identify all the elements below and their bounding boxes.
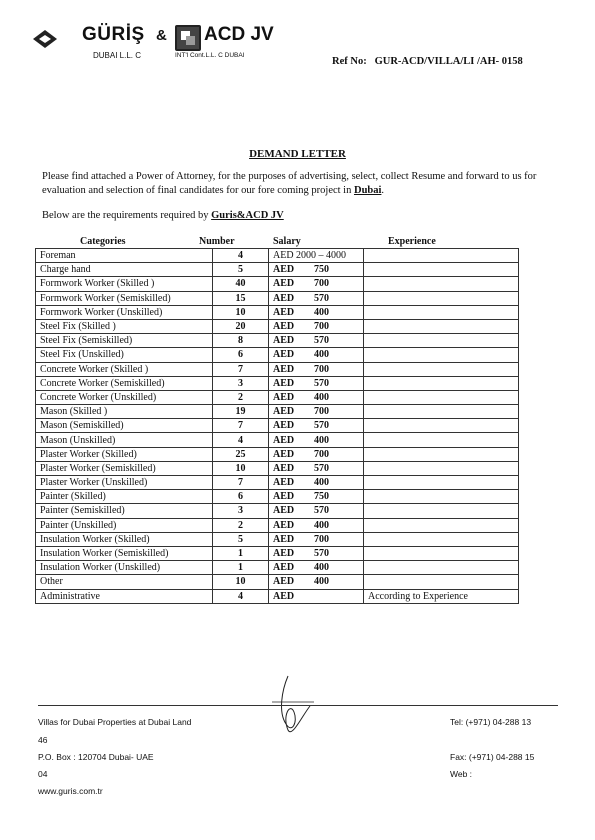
table-row [36, 461, 519, 475]
cell-salary [269, 277, 364, 291]
cell-category: Formwork Worker (Skilled ) [36, 277, 213, 291]
requirements-table [35, 248, 519, 604]
req-text: Below are the requirements required by [42, 210, 212, 221]
cell-experience [364, 319, 519, 333]
cell-category: Charge hand [36, 263, 213, 277]
footer-web: Web : [450, 769, 473, 779]
salary-currency: AED [273, 391, 295, 403]
cell-number: 15 [213, 291, 269, 305]
cell-category: Painter (Unskilled) [36, 518, 213, 532]
cell-salary [269, 575, 364, 589]
cell-experience [364, 334, 519, 348]
table-row [36, 433, 519, 447]
salary-amount: 400 [314, 434, 329, 446]
cell-salary [269, 362, 364, 376]
cell-experience [364, 461, 519, 475]
salary-amount: 700 [314, 406, 329, 418]
footer-address-line2: 46 [38, 735, 48, 745]
acd-logo-icon [175, 25, 201, 51]
salary-amount: 750 [314, 491, 329, 503]
footer-address-line4: 04 [38, 769, 48, 779]
salary-currency: AED [273, 491, 295, 503]
salary-currency: AED [273, 505, 295, 517]
table-row [36, 476, 519, 490]
cell-category: Mason (Semiskilled) [36, 419, 213, 433]
cell-experience [364, 405, 519, 419]
table-row [36, 362, 519, 376]
cell-number: 10 [213, 575, 269, 589]
company-ampersand: & [156, 27, 167, 44]
cell-experience [364, 518, 519, 532]
salary-currency: AED [273, 462, 295, 474]
cell-salary [269, 589, 364, 603]
cell-number: 3 [213, 504, 269, 518]
cell-category: Mason (Skilled ) [36, 405, 213, 419]
salary-amount: 700 [314, 363, 329, 375]
cell-salary [269, 447, 364, 461]
salary-amount: 570 [314, 377, 329, 389]
salary-currency: AED [273, 306, 295, 318]
cell-category: Plaster Worker (Semiskilled) [36, 461, 213, 475]
footer-website-link[interactable]: www.guris.com.tr [38, 786, 103, 796]
salary-amount: 400 [314, 562, 329, 574]
salary-amount: 400 [314, 576, 329, 588]
table-row [36, 405, 519, 419]
cell-category: Insulation Worker (Unskilled) [36, 561, 213, 575]
cell-experience [364, 433, 519, 447]
cell-experience [364, 305, 519, 319]
cell-number: 7 [213, 362, 269, 376]
cell-category: Formwork Worker (Unskilled) [36, 305, 213, 319]
salary-currency: AED [273, 420, 295, 432]
cell-number: 6 [213, 348, 269, 362]
cell-category: Painter (Semiskilled) [36, 504, 213, 518]
cell-salary [269, 405, 364, 419]
cell-number: 4 [213, 433, 269, 447]
reference-number [332, 56, 523, 67]
cell-category: Steel Fix (Unskilled) [36, 348, 213, 362]
header-number: Number [199, 236, 235, 247]
header-categories: Categories [80, 236, 126, 247]
salary-currency: AED [273, 406, 295, 418]
cell-category: Painter (Skilled) [36, 490, 213, 504]
salary-currency: AED [273, 477, 295, 489]
cell-category: Other [36, 575, 213, 589]
cell-category: Mason (Unskilled) [36, 433, 213, 447]
salary-amount: 700 [314, 278, 329, 290]
salary-amount: 750 [314, 264, 329, 276]
footer-address-line1: Villas for Dubai Properties at Dubai Land [38, 717, 192, 727]
cell-number: 20 [213, 319, 269, 333]
requirements-intro [42, 210, 284, 221]
cell-salary [269, 461, 364, 475]
table-row [36, 447, 519, 461]
cell-category: Foreman [36, 249, 213, 263]
salary-currency: AED [273, 434, 295, 446]
cell-number: 7 [213, 476, 269, 490]
salary-currency: AED [273, 448, 295, 460]
salary-amount: 400 [314, 306, 329, 318]
cell-salary [269, 291, 364, 305]
cell-category: Formwork Worker (Semiskilled) [36, 291, 213, 305]
cell-number: 25 [213, 447, 269, 461]
letter-title: DEMAND LETTER [249, 148, 346, 160]
salary-currency: AED [273, 349, 295, 361]
cell-number: 4 [213, 249, 269, 263]
cell-number: 19 [213, 405, 269, 419]
salary-currency: AED [273, 377, 295, 389]
table-row [36, 575, 519, 589]
cell-salary [269, 532, 364, 546]
salary-amount: 700 [314, 533, 329, 545]
salary-currency: AED [273, 278, 295, 290]
cell-number: 1 [213, 561, 269, 575]
cell-category: Administrative [36, 589, 213, 603]
salary-currency: AED [273, 562, 295, 574]
salary-amount: 400 [314, 391, 329, 403]
cell-salary [269, 305, 364, 319]
cell-category: Concrete Worker (Skilled ) [36, 362, 213, 376]
table-row [36, 334, 519, 348]
cell-experience [364, 263, 519, 277]
cell-experience [364, 575, 519, 589]
salary-amount: 400 [314, 477, 329, 489]
table-row [36, 348, 519, 362]
header-salary: Salary [273, 236, 301, 247]
req-company: Guris&ACD JV [211, 210, 284, 221]
cell-salary [269, 561, 364, 575]
table-row [36, 249, 519, 263]
cell-experience [364, 348, 519, 362]
cell-experience [364, 561, 519, 575]
salary-amount: 700 [314, 448, 329, 460]
cell-salary [269, 518, 364, 532]
header-experience: Experience [388, 236, 436, 247]
cell-experience [364, 490, 519, 504]
letter-paragraph [42, 170, 562, 198]
cell-category: Insulation Worker (Skilled) [36, 532, 213, 546]
table-row [36, 390, 519, 404]
cell-experience [364, 546, 519, 560]
cell-salary [269, 433, 364, 447]
cell-experience [364, 376, 519, 390]
salary-amount: 700 [314, 321, 329, 333]
company-name-guris: GÜRİŞ [82, 24, 145, 45]
cell-experience [364, 476, 519, 490]
para-place: Dubai [353, 185, 382, 196]
salary-currency: AED [273, 292, 295, 304]
footer-divider [38, 705, 558, 706]
cell-experience [364, 362, 519, 376]
table-row [36, 561, 519, 575]
salary-amount: 570 [314, 505, 329, 517]
table-row [36, 263, 519, 277]
cell-number: 6 [213, 490, 269, 504]
table-row [36, 376, 519, 390]
cell-number: 3 [213, 376, 269, 390]
salary-currency: AED [273, 363, 295, 375]
cell-number: 2 [213, 390, 269, 404]
table-row [36, 589, 519, 603]
cell-number: 40 [213, 277, 269, 291]
cell-salary [269, 376, 364, 390]
table-row [36, 277, 519, 291]
cell-number: 5 [213, 263, 269, 277]
ref-label: Ref No: [332, 56, 367, 67]
salary-currency: AED [273, 519, 295, 531]
salary-amount: 400 [314, 519, 329, 531]
salary-currency: AED [273, 590, 295, 602]
table-row [36, 532, 519, 546]
company-subtitle-acd: INT'l Cont.L.L. C DUBAI [175, 52, 245, 59]
cell-number: 5 [213, 532, 269, 546]
cell-salary [269, 504, 364, 518]
cell-salary [269, 390, 364, 404]
salary-currency: AED [273, 264, 295, 276]
cell-experience [364, 249, 519, 263]
cell-category: Plaster Worker (Skilled) [36, 447, 213, 461]
salary-range: AED 2000 – 4000 [273, 250, 347, 262]
table-row [36, 546, 519, 560]
cell-number: 4 [213, 589, 269, 603]
ref-value: GUR-ACD/VILLA/LI /AH- 0158 [374, 56, 523, 67]
salary-currency: AED [273, 321, 295, 333]
para-end: . [381, 185, 385, 196]
salary-amount: 570 [314, 548, 329, 560]
salary-currency: AED [273, 576, 295, 588]
company-subtitle-guris: DUBAI L.L. C [93, 51, 142, 60]
salary-amount: 570 [314, 420, 329, 432]
cell-category: Plaster Worker (Unskilled) [36, 476, 213, 490]
salary-amount: 570 [314, 292, 329, 304]
cell-category: Concrete Worker (Semiskilled) [36, 376, 213, 390]
cell-experience [364, 291, 519, 305]
footer-address-line3: P.O. Box : 120704 Dubai- UAE [38, 752, 154, 762]
cell-salary [269, 419, 364, 433]
cell-salary [269, 334, 364, 348]
cell-number: 10 [213, 461, 269, 475]
footer-fax: Fax: (+971) 04-288 15 [450, 752, 535, 762]
cell-experience [364, 277, 519, 291]
footer-tel: Tel: (+971) 04-288 13 [450, 717, 532, 727]
cell-category: Insulation Worker (Semiskilled) [36, 546, 213, 560]
table-row [36, 419, 519, 433]
cell-salary [269, 546, 364, 560]
cell-experience [364, 390, 519, 404]
para-text: Please find attached a Power of Attorney, for the purposes of advertising, select, collect Resume and forward to us for evaluation and selection of final candidates for our fore coming project in [42, 171, 537, 196]
cell-salary [269, 490, 364, 504]
cell-category: Steel Fix (Semiskilled) [36, 334, 213, 348]
company-name-acd: ACD JV [204, 24, 274, 45]
cell-category: Steel Fix (Skilled ) [36, 319, 213, 333]
salary-currency: AED [273, 548, 295, 560]
cell-salary [269, 319, 364, 333]
cell-experience [364, 504, 519, 518]
salary-currency: AED [273, 533, 295, 545]
salary-amount: 400 [314, 349, 329, 361]
cell-experience [364, 419, 519, 433]
table-row [36, 291, 519, 305]
cell-salary [269, 263, 364, 277]
cell-salary [269, 249, 364, 263]
table-row [36, 518, 519, 532]
cell-salary [269, 348, 364, 362]
table-row [36, 490, 519, 504]
cell-category: Concrete Worker (Unskilled) [36, 390, 213, 404]
cell-salary [269, 476, 364, 490]
cell-number: 7 [213, 419, 269, 433]
cell-number: 1 [213, 546, 269, 560]
cell-number: 10 [213, 305, 269, 319]
signature-scribble [268, 672, 318, 742]
table-row [36, 319, 519, 333]
table-row [36, 305, 519, 319]
table-row [36, 504, 519, 518]
cell-experience [364, 532, 519, 546]
guris-logo-icon [32, 28, 58, 50]
salary-amount: 570 [314, 335, 329, 347]
salary-amount: 570 [314, 462, 329, 474]
cell-experience: According to Experience [364, 589, 519, 603]
cell-number: 2 [213, 518, 269, 532]
cell-experience [364, 447, 519, 461]
cell-number: 8 [213, 334, 269, 348]
salary-currency: AED [273, 335, 295, 347]
